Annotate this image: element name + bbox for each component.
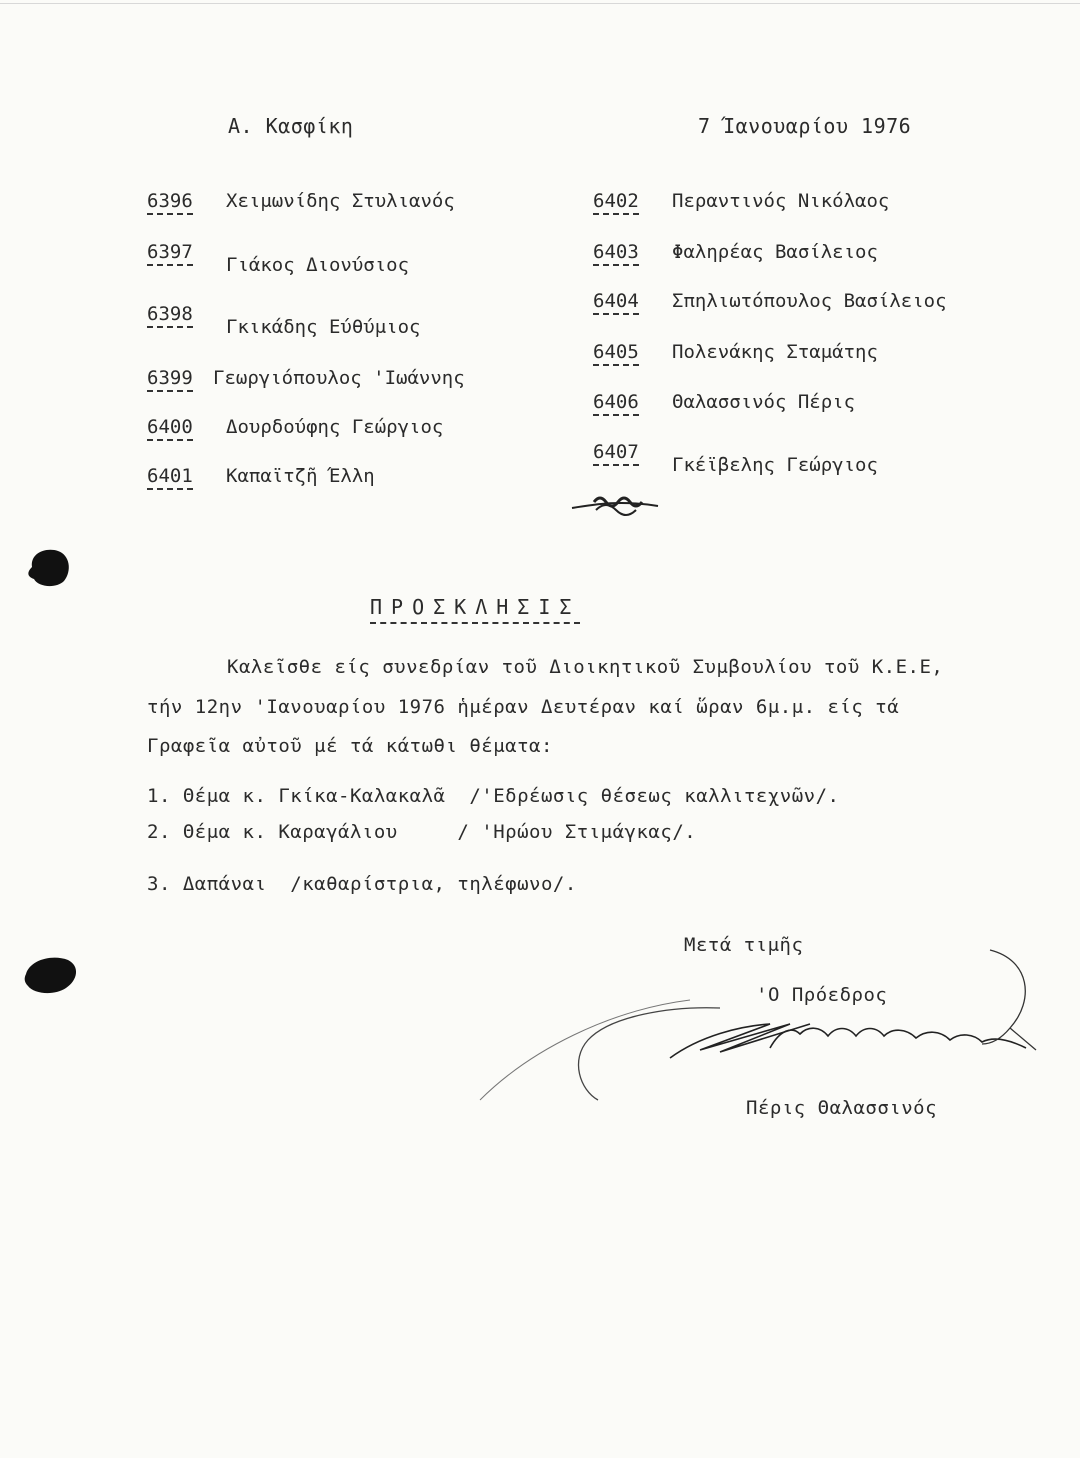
top-edge-line (0, 3, 1080, 4)
agenda-item: 1. Θέμα κ. Γκίκα-Καλακαλᾶ /'Εδρέωσις θέσεως καλλιτεχνῶν/. (147, 785, 840, 807)
member-name: Γιάκος Διονύσιος (226, 254, 410, 276)
member-name: Γεωργιόπουλος 'Ιωάννης (213, 367, 465, 389)
member-number: 6398 (147, 303, 193, 328)
member-name: Θαλασσινός Πέρις (672, 391, 856, 413)
member-number: 6400 (147, 416, 193, 441)
member-number: 6399 (147, 367, 193, 392)
document-date: 7 Ίανουαρίου 1976 (698, 114, 912, 138)
member-number: 6397 (147, 241, 193, 266)
member-name: Χειμωνίδης Στυλιανός (226, 190, 455, 212)
member-name: Καπαϊτζῆ Έλλη (226, 465, 375, 487)
member-name: Περαντινός Νικόλαος (672, 190, 890, 212)
member-name: Δουρδούφης Γεώργιος (226, 416, 444, 438)
handwritten-signature (470, 940, 1050, 1120)
invitation-line: τήν 12ην 'Ιανουαρίου 1976 ἡμέραν Δευτέραν καί ὥραν 6μ.μ. είς τά (147, 696, 900, 718)
ink-blot-icon (24, 545, 74, 591)
invitation-line: Καλεῖσθε είς συνεδρίαν τοῦ Διοικητικοῦ Συμβουλίου τοῦ Κ.Ε.Ε, (227, 656, 944, 678)
agenda-item: 3. Δαπάναι /καθαρίστρια, τηλέφωνο/. (147, 873, 577, 895)
member-name: Γκικάδης Εύθύμιος (226, 316, 421, 338)
member-number: 6405 (593, 341, 639, 366)
closing-role: 'Ο Πρόεδρος (756, 984, 888, 1006)
member-name: Γκέϊβελης Γεώργιος (672, 454, 878, 476)
member-number: 6403 (593, 241, 639, 266)
member-name: Φαληρέας Βασίλειος (672, 241, 878, 263)
author-name: Α. Κασφίκη (228, 114, 354, 138)
member-number: 6402 (593, 190, 639, 215)
ink-blot-icon (22, 950, 82, 1000)
invitation-line: Γραφεῖα αὐτοῦ μέ τά κάτωθι θέματα: (147, 735, 553, 757)
member-number: 6401 (147, 465, 193, 490)
invitation-title: ΠΡΟΣΚΛΗΣΙΣ (370, 595, 580, 624)
crossed-out-scribble-icon (566, 490, 666, 520)
member-name: Πολενάκης Σταμάτης (672, 341, 878, 363)
signatory-name: Πέρις Θαλασσινός (746, 1097, 938, 1119)
agenda-item: 2. Θέμα κ. Καραγάλιου / 'Ηρώου Στιμάγκας/. (147, 821, 697, 843)
closing-regards: Μετά τιμῆς (684, 934, 804, 956)
member-name: Σπηλιωτόπουλος Βασίλειος (672, 290, 947, 312)
member-number: 6404 (593, 290, 639, 315)
member-number: 6406 (593, 391, 639, 416)
member-number: 6396 (147, 190, 193, 215)
member-number: 6407 (593, 441, 639, 466)
